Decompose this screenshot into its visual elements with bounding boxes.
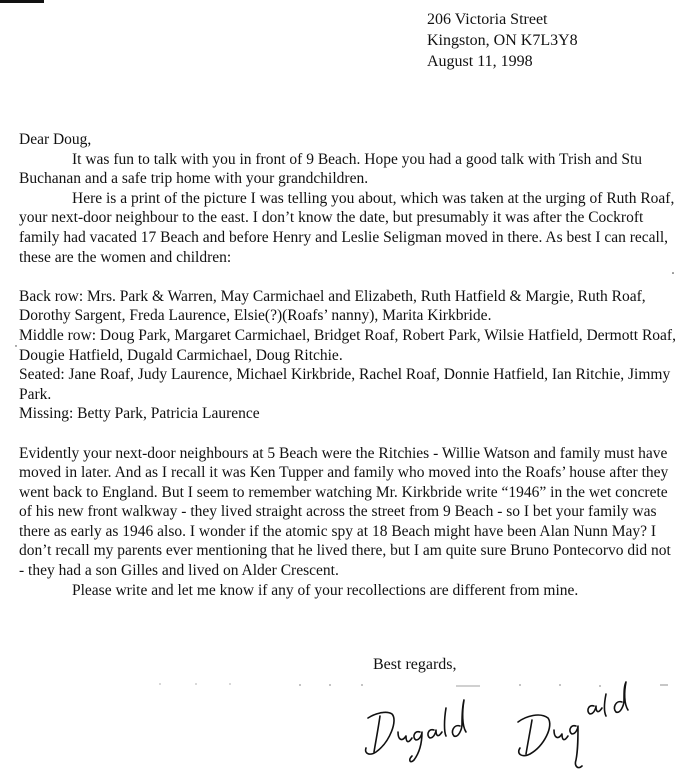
sender-address bbox=[427, 9, 578, 72]
handwritten-signatures bbox=[350, 680, 670, 775]
seated-list: Seated: Jane Roaf, Judy Laurence, Michael Kirkbride, Rachel Roaf, Donnie Hatfield, Ian Ritchie, Jimmy Park. bbox=[19, 366, 671, 403]
paragraph-spacer bbox=[19, 424, 679, 444]
paragraph-4: Please write and let me know if any of your recollections are different from mine. bbox=[72, 581, 579, 599]
paragraph-3: Evidently your next-door neighbours at 5 Beach were the Ritchies - Willie Watson and family must have moved in later. And as I recall it was Ken Tupper and family who moved into the Roafs’ house after they went back to England. But I seem to remember watching Mr. Kirkbride write “1946” in the wet concrete of his new front walkway - they lived straight across the street from 9 Beach - so I bet your family was there as early as 1946 also. I wonder if the atomic spy at 18 Beach might have been Alan Nunn May? I don’t recall my parents ever mentioning that he lived there, but I am quite sure Bruno Pontecorvo did not - they had a son Gilles and lived on Alder Crescent. bbox=[19, 444, 671, 580]
middle-row-list: Middle row: Doug Park, Margaret Carmichael, Bridget Roaf, Robert Park, Wilsie Hatfield, Dermott Roaf, Dougie Hatfield, Dugald Carmichael, Doug Ritchie. bbox=[19, 326, 676, 364]
paragraph-2: Here is a print of the picture I was telling you about, which was taken at the urging of Ruth Roaf, your next-door neighbour to the east. I don’t know the date, but presumably it was after the Cockroft family had vacated 17 Beach and before Henry and Leslie Seligman moved in there. As best I can recall, these are the women and children: bbox=[19, 189, 675, 266]
salutation: Dear Doug, bbox=[19, 131, 92, 148]
address-street: 206 Victoria Street bbox=[427, 11, 548, 28]
paragraph-1: It was fun to talk with you in front of 9 Beach. Hope you had a good talk with Trish and Stu Buchanan and a safe trip home with your grandchildren. bbox=[19, 150, 642, 188]
address-city: Kingston, ON K7L3Y8 bbox=[427, 32, 578, 49]
letter-body bbox=[19, 130, 679, 600]
paragraph-spacer bbox=[19, 267, 679, 287]
missing-list: Missing: Betty Park, Patricia Laurence bbox=[19, 405, 260, 423]
signature-2 bbox=[518, 682, 628, 768]
signature-1 bbox=[366, 700, 466, 762]
closing: Best regards, bbox=[373, 656, 457, 673]
letter-date: August 11, 1998 bbox=[427, 53, 533, 70]
scan-edge-mark bbox=[0, 0, 44, 3]
back-row-list: Back row: Mrs. Park & Warren, May Carmichael and Elizabeth, Ruth Hatfield & Margie, Ruth Roaf, Dorothy Sargent, Freda Laurence, Elsie(?)(Roafs’ nanny), Marita Kirkbride. bbox=[19, 287, 646, 325]
